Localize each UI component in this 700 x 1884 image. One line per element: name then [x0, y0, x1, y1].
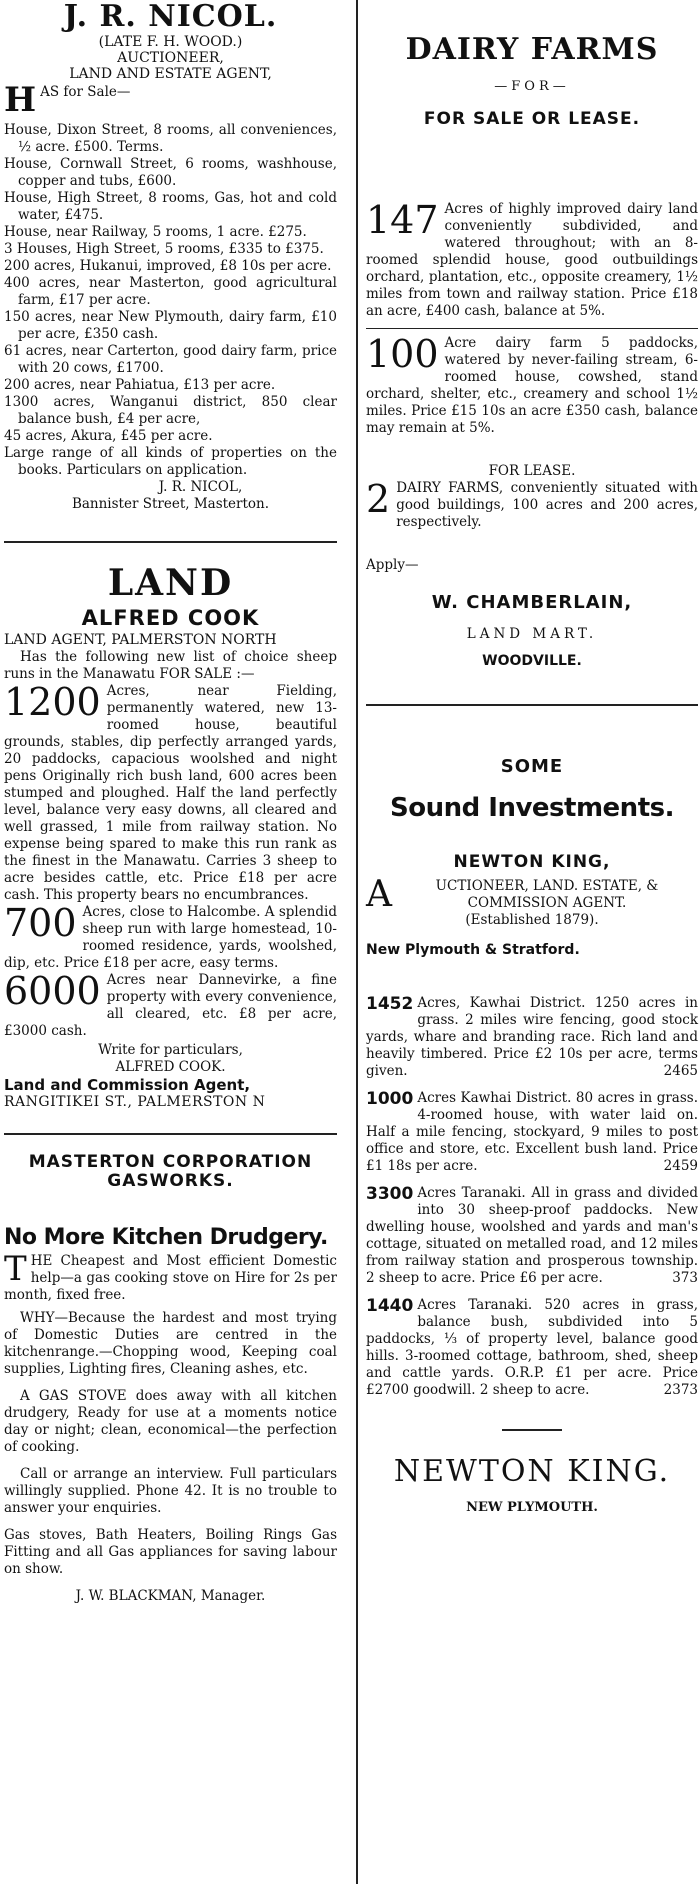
king-lot-ref: 373	[672, 1270, 698, 1286]
nicol-sign-addr: Bannister Street, Masterton.	[71, 496, 270, 512]
cook-lot-text: Acres near Dannevirke, a fine property with every convenience, all cleared, etc. £8 per acre, £3000 cash.	[4, 972, 337, 1039]
cook-name: ALFRED COOK	[81, 606, 260, 630]
cook-commission: Land and Commission Agent,	[4, 1076, 251, 1094]
cook-lot-text: Acres, close to Halcombe. A splendid sheep run with large homestead, 10-roomed residence, yards, woolshed, dip, etc. Price £18 per acre, easy terms.	[4, 904, 337, 971]
king-name: NEWTON KING,	[453, 852, 611, 872]
divider	[4, 541, 337, 543]
nicol-listing: 3 Houses, High Street, 5 rooms, £335 to £375.	[4, 241, 324, 257]
king-lot-ref: 2465	[663, 1063, 698, 1079]
dairy-mart: LAND MART.	[466, 626, 598, 642]
lease-text: DAIRY FARMS, conveniently situated with good buildings, 100 acres and 200 acres, respectively.	[396, 480, 698, 530]
gas-paragraph: HE Cheapest and Most efficient Domestic help—a gas cooking stove on Hire for 2s per month, fixed free.	[4, 1253, 337, 1303]
gas-ad	[4, 1153, 337, 1605]
king-ad	[366, 756, 698, 1516]
cook-write: Write for particulars,	[98, 1042, 243, 1058]
dairy-heading: DAIRY FARMS	[405, 32, 659, 67]
nicol-sign-name: J. R. NICOL,	[158, 479, 243, 495]
king-lot	[366, 1090, 698, 1175]
king-lot-number: 3300	[366, 1184, 414, 1204]
cook-title: LAND AGENT, PALMERSTON NORTH	[4, 632, 277, 648]
dairy-lot-number: 147	[366, 198, 439, 242]
gas-paragraph: A GAS STOVE does away with all kitchen drudgery, Ready for use at a moments notice day or night; clean, economical—the perfection of cooking.	[4, 1388, 337, 1455]
nicol-late: (LATE F. H. WOOD.)	[98, 34, 243, 50]
nicol-listing: 150 acres, near New Plymouth, dairy farm, £10 per acre, £350 cash.	[4, 309, 337, 342]
nicol-listing: House, High Street, 8 rooms, Gas, hot and cold water, £475.	[4, 190, 337, 223]
king-footer-name: NEWTON KING.	[393, 1454, 671, 1489]
cook-lot-number: 700	[4, 901, 77, 945]
nicol-agent: LAND AND ESTATE AGENT,	[69, 66, 272, 82]
cook-ad	[4, 563, 337, 1111]
gas-paragraph: Call or arrange an interview. Full particulars willingly supplied. Phone 42. It is no trouble to answer your enquiries.	[4, 1466, 337, 1516]
king-lot-text: Acres Kawhai District. 80 acres in grass. 4-roomed house, with water laid on. Half a mile fencing, stockyard, 9 miles to post office and store, etc. Excellent bush land. Price £1 18s per acre.	[366, 1090, 698, 1174]
nicol-listing: House, near Railway, 5 rooms, 1 acre. £275.	[4, 224, 307, 240]
king-lot	[366, 1297, 698, 1399]
dairy-sub: FOR SALE OR LEASE.	[423, 109, 641, 129]
king-lot-text: Acres Taranaki. 520 acres in grass, balance bush, subdivided into 5 paddocks, ⅓ of property level, balance good hills. 3-roomed cottage, bathroom, shed, sheep and cattle yards. O.R.P. £1 per acre. Price £2700 goodwill. 2 sheep to acre.	[366, 1297, 698, 1398]
gas-paragraph: Gas stoves, Bath Heaters, Boiling Rings Gas Fitting and all Gas appliances for saving labour on show.	[4, 1527, 337, 1577]
nicol-listing: 45 acres, Akura, £45 per acre.	[4, 428, 213, 444]
nicol-listing: 200 acres, near Pahiatua, £13 per acre.	[4, 377, 276, 393]
nicol-name: J. R. NICOL.	[63, 0, 278, 34]
nicol-intro: AS for Sale—	[40, 84, 131, 100]
nicol-listing: 61 acres, near Carterton, good dairy farm, price with 20 cows, £1700.	[4, 343, 337, 376]
king-lot-number: 1000	[366, 1089, 414, 1109]
cook-lot-number: 1200	[4, 680, 101, 724]
nicol-listing: 400 acres, near Masterton, good agricultural farm, £17 per acre.	[4, 275, 337, 308]
king-lot	[366, 1185, 698, 1287]
cook-sign: ALFRED COOK.	[115, 1059, 226, 1075]
king-established: (Established 1879).	[465, 912, 599, 928]
left-column	[0, 0, 343, 1605]
dairy-lot-text: Acre dairy farm 5 paddocks, watered by never-failing stream, 6-roomed house, cowshed, stand orchard, shelter, etc., creamery and school 1½ miles. Price £15 10s an acre £350 cash, balance may remain at 5%.	[366, 335, 698, 436]
nicol-dropcap: H	[4, 80, 37, 120]
column-divider	[356, 0, 358, 1884]
dairy-apply: Apply—	[366, 557, 419, 573]
dairy-agent: W. CHAMBERLAIN,	[431, 592, 633, 613]
dairy-town: WOODVILLE.	[482, 653, 582, 669]
king-title: UCTIONEER, LAND. ESTATE, & COMMISSION AGENT.	[435, 878, 659, 911]
gas-sign: J. W. BLACKMAN, Manager.	[75, 1588, 266, 1604]
king-lot-ref: 2459	[663, 1158, 698, 1174]
dairy-ad	[366, 32, 698, 670]
cook-lot-number: 6000	[4, 969, 101, 1013]
dairy-lot-text: Acres of highly improved dairy land conveniently subdivided, and watered throughout; with an 8-roomed splendid house, good outbuildings orchard, plantation, etc., opposite creamery, 1½ miles from town and railway station. Price £18 an acre, £400 cash, balance at 5%.	[366, 201, 698, 319]
divider	[502, 1429, 562, 1431]
divider	[366, 704, 698, 706]
king-lot-text: Acres, Kawhai District. 1250 acres in grass. 2 miles wire fencing, good stock yards, whare and branding race. Rich land and heavily timbered. Price £2 10s per acre, terms given.	[366, 995, 698, 1079]
gas-dropcap: T	[4, 1249, 27, 1289]
king-lot-number: 1452	[366, 994, 414, 1014]
dairy-for: —FOR—	[494, 79, 570, 94]
nicol-ad	[4, 0, 337, 513]
dairy-lot-number: 100	[366, 332, 439, 376]
king-lot-number: 1440	[366, 1296, 414, 1316]
lease-heading: FOR LEASE.	[488, 463, 576, 479]
nicol-listing: Large range of all kinds of properties on the books. Particulars on application.	[4, 445, 337, 478]
right-column	[362, 0, 700, 1516]
king-footer-town: NEW PLYMOUTH.	[466, 1500, 598, 1515]
divider	[4, 1133, 337, 1135]
gas-headline: No More Kitchen Drudgery.	[4, 1225, 328, 1250]
nicol-listing: 200 acres, Hukanui, improved, £8 10s per acre.	[4, 258, 332, 274]
cook-intro: Has the following new list of choice sheep runs in the Manawatu FOR SALE :—	[4, 649, 337, 682]
king-places: New Plymouth & Stratford.	[366, 942, 580, 958]
gas-paragraph: WHY—Because the hardest and most trying of Domestic Duties are centred in the kitchenrange.—Chopping wood, Keeping coal supplies, Lighting fires, Cleaning ashes, etc.	[4, 1310, 337, 1377]
king-dropcap: A	[366, 874, 392, 915]
cook-lot-text: Acres, near Fielding, permanently watered, new 13-roomed house, beautiful grounds, stables, dip perfectly arranged yards, 20 paddocks, capacious woolshed and night pens Originally rich bush land, 600 acres been stumped and ploughed. Half the land perfectly level, balance very easy downs, all cleared and well grassed, 1 mile from railway station. No expense being spared to make this run rank as the finest in the Manawatu. Carries 3 sheep to acre besides cattle, etc. Price £18 per acre cash. This property bears no encumbrances.	[4, 683, 337, 903]
king-lot-ref: 2373	[663, 1382, 698, 1398]
nicol-listing: 1300 acres, Wanganui district, 850 clear balance bush, £4 per acre,	[4, 394, 337, 427]
cook-address: RANGITIKEI ST., PALMERSTON N	[4, 1094, 266, 1110]
gas-heading: GASWORKS.	[107, 1171, 234, 1191]
king-headline: Sound Investments.	[390, 793, 674, 823]
gas-heading: MASTERTON CORPORATION	[28, 1152, 313, 1172]
king-lot	[366, 995, 698, 1080]
king-lot-text: Acres Taranaki. All in grass and divided into 30 sheep-proof paddocks. New dwelling house, woolshed and yards and man's cottage, situated on metalled road, and 12 miles from railway station and prosperous township. 2 sheep to acre. Price £6 per acre.	[366, 1185, 698, 1286]
cook-heading: LAND	[107, 562, 234, 604]
divider	[366, 328, 698, 329]
king-some: SOME	[500, 756, 564, 777]
nicol-auctioneer: AUCTIONEER,	[117, 50, 224, 66]
nicol-listing: House, Dixon Street, 8 rooms, all conveniences, ½ acre. £500. Terms.	[4, 122, 337, 155]
lease-number: 2	[366, 477, 391, 521]
nicol-listing: House, Cornwall Street, 6 rooms, washhouse, copper and tubs, £600.	[4, 156, 337, 189]
